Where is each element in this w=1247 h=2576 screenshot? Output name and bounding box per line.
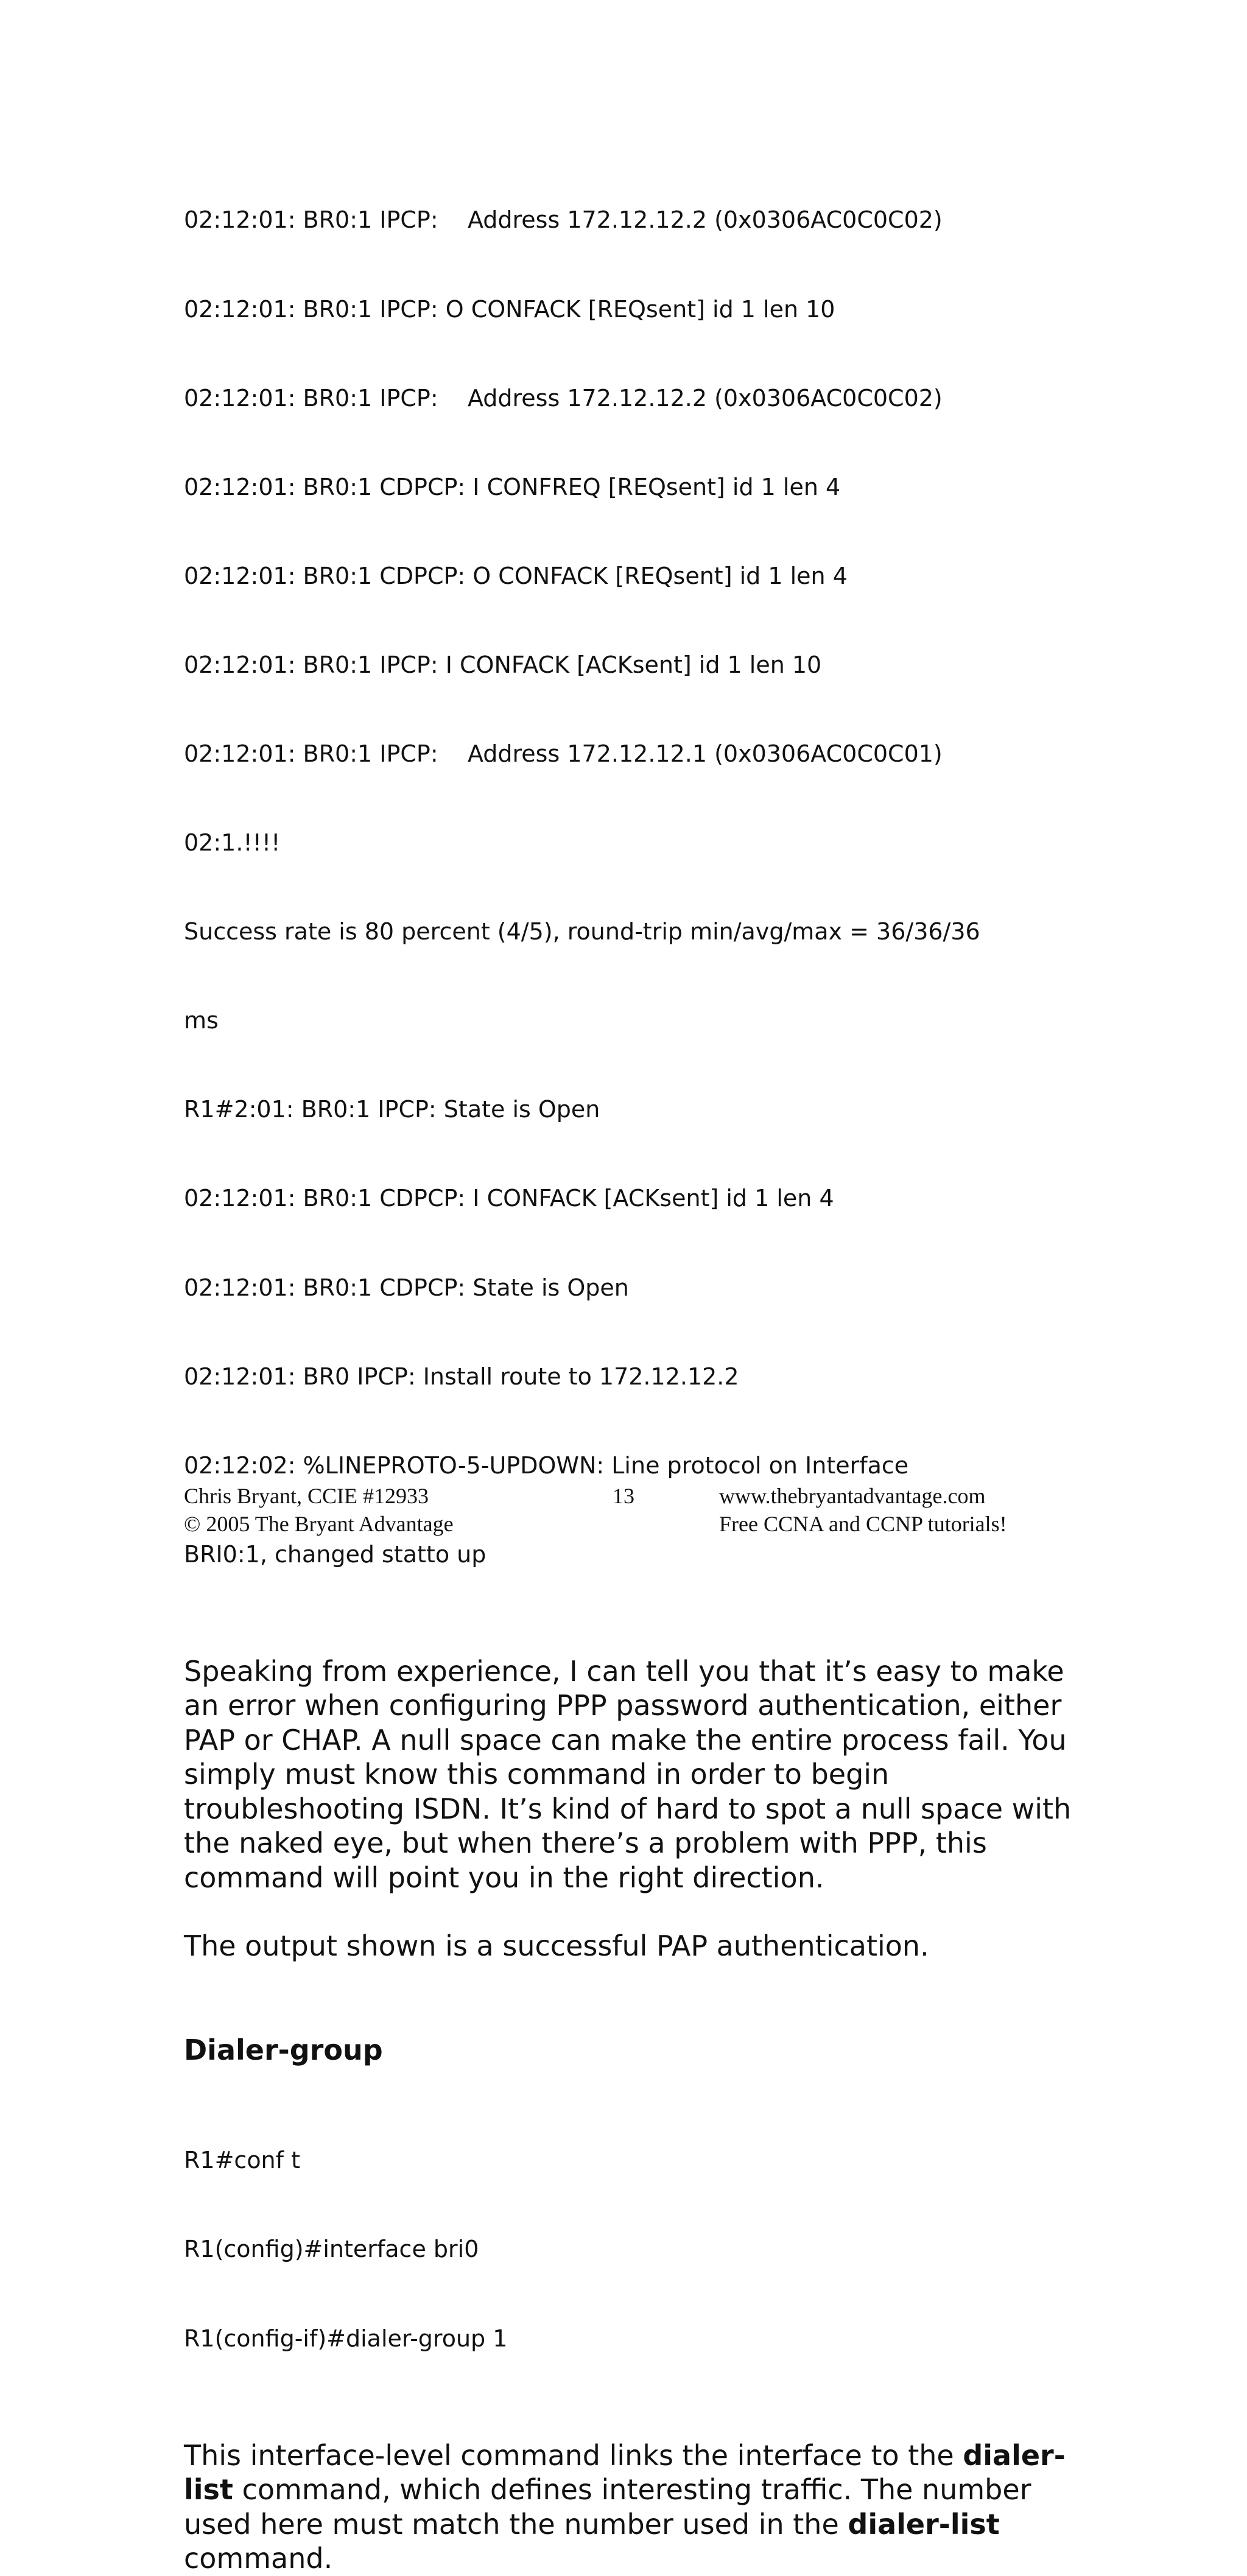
debug-line: 02:12:01: BR0:1 IPCP: I CONFACK [ACKsent] id 1 len 10 xyxy=(184,651,822,678)
page-number: 13 xyxy=(613,1484,634,1508)
footer-center xyxy=(613,1482,634,1510)
debug-line: ms xyxy=(184,1007,219,1034)
debug-line: 02:12:01: BR0:1 CDPCP: O CONFACK [REQsent] id 1 len 4 xyxy=(184,562,848,589)
config-line: R1(config)#interface bri0 xyxy=(184,2236,479,2263)
section-heading: Dialer-group xyxy=(184,2033,383,2066)
experience-paragraph: Speaking from experience, I can tell you that it’s easy to make an error when configuring PPP password authentication, either PAP or CHAP. A null space can make the entire process fail. You simply must know this command in order to begin troubleshooting ISDN. It’s kind of hard to spot a null space with the naked eye, but when there’s a problem with PPP, this command will point you in the right direction. xyxy=(184,1654,1072,1894)
debug-line: 02:12:01: BR0:1 IPCP: Address 172.12.12.2 (0x0306AC0C0C02) xyxy=(184,384,943,412)
debug-line: 02:12:01: BR0:1 CDPCP: State is Open xyxy=(184,1274,629,1301)
config-block xyxy=(184,2086,1073,2413)
dialer-list-term: dialer-list xyxy=(184,2438,1066,2507)
debug-line: 02:1.!!!! xyxy=(184,829,281,857)
debug-line: 02:12:01: BR0:1 IPCP: Address 172.12.12.2 (0x0306AC0C0C02) xyxy=(184,206,943,234)
config-line: R1(config-if)#dialer-group 1 xyxy=(184,2325,508,2352)
dialer-list-term: dialer-list xyxy=(848,2507,1000,2541)
debug-line: 02:12:01: BR0 IPCP: Install route to 172.12.12.2 xyxy=(184,1363,739,1390)
footer-left xyxy=(184,1482,454,1538)
footer-right xyxy=(719,1482,1007,1538)
debug-line: 02:12:02: %LINEPROTO-5-UPDOWN: Line protocol on Interface xyxy=(184,1451,909,1479)
footer-author: Chris Bryant, CCIE #12933 xyxy=(184,1484,429,1508)
explanation-text: This interface-level command links the interface to the xyxy=(184,2438,963,2472)
debug-output-block xyxy=(184,146,1073,1629)
page-content xyxy=(184,146,1073,2576)
footer-tagline: Free CCNA and CCNP tutorials! xyxy=(719,1512,1007,1536)
output-shown-paragraph: The output shown is a successful PAP authentication. xyxy=(184,1929,929,1963)
debug-line: 02:12:01: BR0:1 IPCP: Address 172.12.12.1 (0x0306AC0C0C01) xyxy=(184,740,943,767)
debug-line: 02:12:01: BR0:1 CDPCP: I CONFREQ [REQsent] id 1 len 4 xyxy=(184,473,841,500)
explanation-text: command. xyxy=(184,2542,333,2575)
debug-line: R1#2:01: BR0:1 IPCP: State is Open xyxy=(184,1096,600,1123)
config-line: R1#conf t xyxy=(184,2147,301,2174)
debug-line: BRI0:1, changed statto up xyxy=(184,1540,487,1568)
debug-line: Success rate is 80 percent (4/5), round-trip min/avg/max = 36/36/36 xyxy=(184,918,980,946)
debug-line: 02:12:01: BR0:1 IPCP: O CONFACK [REQsent] id 1 len 10 xyxy=(184,295,835,323)
dialer-group-explanation xyxy=(184,2438,1073,2576)
debug-line: 02:12:01: BR0:1 CDPCP: I CONFACK [ACKsent] id 1 len 4 xyxy=(184,1185,834,1212)
footer-copyright: © 2005 The Bryant Advantage xyxy=(184,1512,454,1536)
footer-website: www.thebryantadvantage.com xyxy=(719,1484,986,1508)
explanation-text: command, which defines interesting traffic. The number used here must match the number used in the xyxy=(184,2473,1031,2541)
